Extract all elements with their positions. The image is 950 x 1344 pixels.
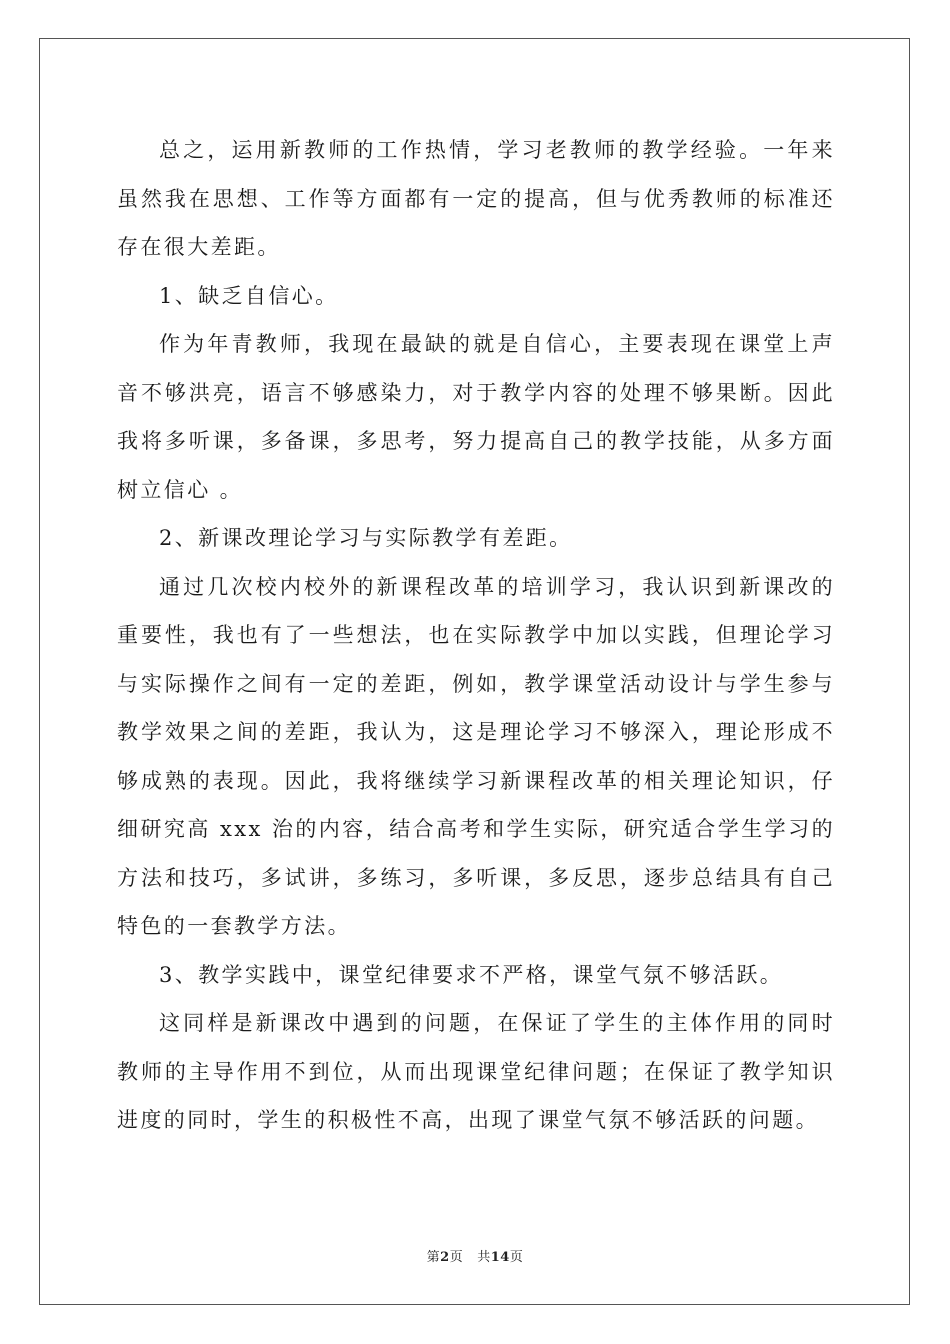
page-number: 2: [440, 1250, 450, 1265]
heading-classroom-discipline: 3、教学实践中，课堂纪律要求不严格，课堂气氛不够活跃。: [159, 962, 784, 987]
page-suffix: 页: [449, 1250, 464, 1265]
total-pages: 14: [490, 1250, 510, 1265]
page-prefix: 第: [426, 1250, 441, 1265]
heading-theory-practice-gap: 2、新课改理论学习与实际教学有差距。: [159, 526, 573, 550]
paragraph-theory-practice: 通过几次校内校外的新课程改革的培训学习，我认识到新课改的重要性，我也有了一些想法，也在实际教学中加以实践，但理论学习与实际操作之间有一定的差距，例如，教学课堂活动设计与学生参与教学效果之间的差距，我认为，这是理论学习不够深入，理论形成不够成熟的表现。因此，我将继续学习新课程改革的相关理论知识，仔细研究高 xxx 治的内容，结合高考和学生实际，研究适合学生学习的方法和技巧，多试讲，多练习，多听课，多反思，逐步总结具有自己特色的一套教学方法。: [117, 574, 835, 938]
paragraph-classroom-discipline: 这同样是新课改中遇到的问题，在保证了学生的主体作用的同时教师的主导作用不到位，从而出现课堂纪律问题；在保证了教学知识进度的同时，学生的积极性不高，出现了课堂气氛不够活跃的问题。: [117, 1011, 835, 1132]
document-body: [117, 126, 835, 1145]
page-footer: [0, 1246, 950, 1265]
total-prefix: 共: [477, 1250, 491, 1265]
total-suffix: 页: [509, 1250, 524, 1265]
paragraph-confidence: 作为年青教师，我现在最缺的就是自信心，主要表现在课堂上声音不够洪亮，语言不够感染力，对于教学内容的处理不够果断。因此我将多听课，多备课，多思考，努力提高自己的教学技能，从多方面树立信心 。: [117, 332, 835, 502]
paragraph-summary: 总之，运用新教师的工作热情，学习老教师的教学经验。一年来虽然我在思想、工作等方面都有一定的提高，但与优秀教师的标准还存在很大差距。: [117, 138, 835, 259]
heading-lack-of-confidence: 1、缺乏自信心。: [159, 283, 339, 308]
